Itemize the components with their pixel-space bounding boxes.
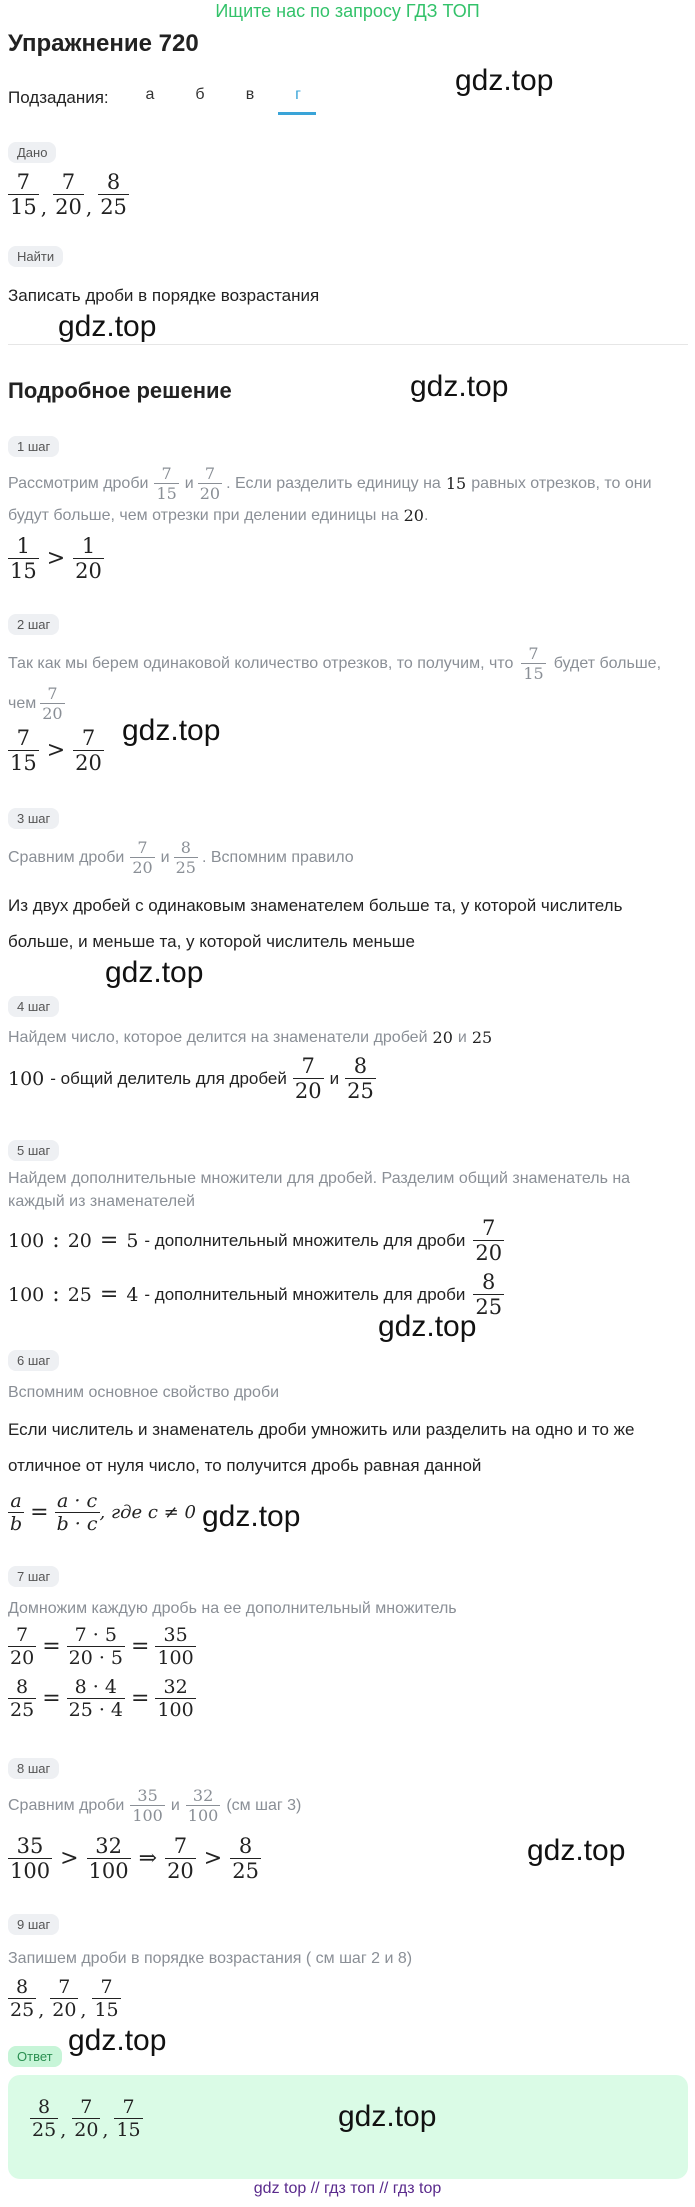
step3-rule-1: Из двух дробей с одинаковым знаменателем больше та, у которой числитель xyxy=(8,896,623,915)
tab-b[interactable]: б xyxy=(195,86,205,103)
step3-rule-2: больше, и меньше та, у которой числитель меньше xyxy=(8,932,415,951)
step5-text-1: Найдем дополнительные множители для дробей. Разделим общий знаменатель на xyxy=(8,1170,631,1187)
watermark: gdz.top xyxy=(338,2100,437,2133)
footer-links[interactable]: gdz top // гдз топ // гдз top xyxy=(253,2180,442,2197)
step2-text-2: чем $\frac{7}{20}$ xyxy=(8,684,63,723)
step4-text: Найдем число, которое делится на знаменатели дробей 20 и 25 xyxy=(8,1028,493,1047)
active-tab-indicator xyxy=(278,112,316,115)
step5-line-1: 100 : 20 = 5 - дополнительный множитель для дроби $\frac{7}{20}$ xyxy=(8,1216,503,1265)
answer-fractions: $\frac{8}{25}$ , $\frac{7}{20}$ , $\frac{7}{15}$ xyxy=(32,2096,141,2141)
watermark: gdz.top xyxy=(68,2024,167,2057)
step9-fractions: $\frac{8}{25}$ , $\frac{7}{20}$ , $\frac{7}{15}$ xyxy=(10,1976,119,2021)
answer-tag: Ответ xyxy=(8,2046,62,2067)
fraction: $\frac{8}{25}$ xyxy=(100,170,127,219)
step2-comparison: $\frac{7}{15}$ > $\frac{7}{20}$ xyxy=(10,726,102,775)
given-fractions: $\frac{7}{15}$ , $\frac{7}{20}$ , $\frac{8}{25}$ xyxy=(10,170,127,219)
step8-tag: 8 шаг xyxy=(8,1758,59,1779)
step5-tag: 5 шаг xyxy=(8,1140,59,1161)
step6-rule-1: Если числитель и знаменатель дроби умножить или разделить на одно и то же xyxy=(8,1420,635,1439)
tab-g[interactable]: г xyxy=(295,86,301,103)
watermark: gdz.top xyxy=(410,370,509,403)
step7-text: Домножим каждую дробь на ее дополнительный множитель xyxy=(8,1600,457,1617)
tab-v[interactable]: в xyxy=(245,86,255,103)
step9-text: Запишем дроби в порядке возрастания ( см шаг 2 и 8) xyxy=(8,1950,413,1967)
step1-tag: 1 шаг xyxy=(8,436,59,457)
fraction: $\frac{7}{20}$ xyxy=(55,170,82,219)
step4-tag: 4 шаг xyxy=(8,996,59,1017)
step7-line-2: $\frac{8}{25}$ = $\frac{8 \cdot 4}{25 \cdot 4}$ = $\frac{32}{100}$ xyxy=(10,1676,194,1721)
step7-tag: 7 шаг xyxy=(8,1566,59,1587)
step1-comparison: $\frac{1}{15}$ > $\frac{1}{20}$ xyxy=(10,534,102,583)
step6-tag: 6 шаг xyxy=(8,1350,59,1371)
fraction: $\frac{7}{15}$ xyxy=(10,170,37,219)
step8-comparison: $\frac{35}{100}$ > $\frac{32}{100}$ ⇒ $\frac{7}{20}$ > $\frac{8}{25}$ xyxy=(10,1834,259,1883)
subtasks-label: Подзадания: xyxy=(8,88,109,107)
step3-tag: 3 шаг xyxy=(8,808,59,829)
watermark: gdz.top xyxy=(58,310,157,343)
watermark: gdz.top xyxy=(202,1500,301,1533)
find-tag: Найти xyxy=(8,246,63,267)
step7-line-1: $\frac{7}{20}$ = $\frac{7 \cdot 5}{20 \cdot 5}$ = $\frac{35}{100}$ xyxy=(10,1624,194,1669)
step6-rule-2: отличное от нуля число, то получится дробь равная данной xyxy=(8,1456,482,1475)
watermark: gdz.top xyxy=(527,1834,626,1867)
step9-tag: 9 шаг xyxy=(8,1914,59,1935)
given-tag: Дано xyxy=(8,142,56,163)
watermark: gdz.top xyxy=(378,1310,477,1343)
step2-tag: 2 шаг xyxy=(8,614,59,635)
step5-line-2: 100 : 25 = 4 - дополнительный множитель для дроби $\frac{8}{25}$ xyxy=(8,1270,503,1319)
step6-formula: $\frac{a}{b}$ = $\frac{a \cdot c}{b \cdot c}$ , где c ≠ 0 xyxy=(10,1490,196,1535)
step1-text: Рассмотрим дроби $\frac{7}{15}$ и $\frac{7}{20}$ . Если разделить единицу на 15 равных отрезков, то они xyxy=(8,464,652,503)
watermark: gdz.top xyxy=(122,714,221,747)
tab-a[interactable]: а xyxy=(145,86,155,103)
search-banner: Ищите нас по запросу ГДЗ ТОП xyxy=(215,1,480,21)
watermark: gdz.top xyxy=(455,64,554,97)
step8-text: Сравним дроби $\frac{35}{100}$ и $\frac{32}{100}$ (см шаг 3) xyxy=(8,1786,302,1825)
step6-text: Вспомним основное свойство дроби xyxy=(8,1384,280,1401)
page-title: Упражнение 720 xyxy=(8,30,199,57)
solution-heading: Подробное решение xyxy=(8,378,232,403)
find-text: Записать дроби в порядке возрастания xyxy=(8,286,320,305)
step5-text-2: каждый из знаменателей xyxy=(8,1193,195,1210)
divider xyxy=(8,344,688,345)
step2-text: Так как мы берем одинаковой количество отрезков, то получим, что $\frac{7}{15}$ будет больше, xyxy=(8,644,662,683)
step1-text-2: будут больше, чем отрезки при делении единицы на 20 . xyxy=(8,506,429,525)
watermark: gdz.top xyxy=(105,956,204,989)
step3-text: Сравним дроби $\frac{7}{20}$ и $\frac{8}{25}$ . Вспомним правило xyxy=(8,838,354,877)
step4-common: 100 - общий делитель для дробей $\frac{7}{20}$ и $\frac{8}{25}$ xyxy=(8,1054,374,1103)
